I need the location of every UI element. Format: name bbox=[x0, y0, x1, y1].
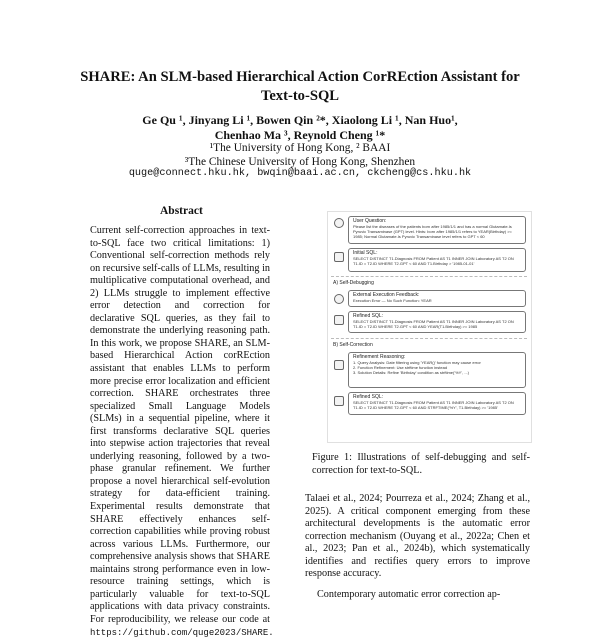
paragraph: Contemporary automatic error correction ap- bbox=[317, 588, 501, 600]
figure-1 bbox=[327, 211, 532, 443]
refined-sql-label-a: Refined SQL: bbox=[353, 313, 384, 319]
initial-sql-box bbox=[348, 248, 526, 272]
authors-line-1: Ge Qu ¹, Jinyang Li ¹, Bowen Qin ²*, Xiaolong Li ¹, Nan Huo¹, bbox=[142, 113, 458, 127]
author-emails: quge@connect.hku.hk, bwqin@baai.ac.cn, ckcheng@cs.hku.hk bbox=[128, 168, 472, 179]
title-line-2: Text-to-SQL bbox=[260, 88, 340, 104]
initial-sql-text: SELECT DISTINCT T1.Diagnosis FROM Patient AS T1 INNER JOIN Laboratory AS T2 ON T1.ID = T2.ID WHERE T2.GPT < 60 AND T1.Birthday > '1985-01-01' bbox=[353, 256, 514, 266]
author-list bbox=[0, 113, 600, 143]
figure-divider bbox=[331, 276, 527, 277]
refinement-reasoning-box bbox=[348, 352, 526, 388]
initial-sql-label: Initial SQL: bbox=[353, 250, 378, 256]
robot-icon bbox=[334, 315, 344, 325]
affiliation-2: ³The Chinese University of Hong Kong, Shenzhen bbox=[184, 156, 416, 168]
refined-sql-text-a: SELECT DISTINCT T1.Diagnosis FROM Patient AS T1 INNER JOIN Laboratory AS T2 ON T1.ID = T2.ID WHERE T2.GPT < 60 AND YEAR(T1.Birthday) >= 1985 bbox=[353, 319, 514, 329]
abstract-body bbox=[90, 225, 274, 639]
authors-line-2: Chenhao Ma ³, Reynold Cheng ¹* bbox=[214, 128, 386, 142]
section-b-label: B) Self-Correction bbox=[333, 342, 373, 348]
right-column-text bbox=[305, 493, 530, 601]
refinement-item: 2. Function Refinement: Use strftime function instead bbox=[353, 365, 448, 370]
user-question-label: User Question: bbox=[353, 218, 387, 224]
robot-icon bbox=[334, 360, 344, 370]
code-link[interactable]: https://github.com/quge2023/SHARE. bbox=[90, 627, 274, 638]
terminal-icon bbox=[334, 294, 344, 304]
refined-sql-box-a bbox=[348, 311, 526, 333]
paragraph: Talaei et al., 2024; Pourreza et al., 2024; Zhang et al., 2025). A critical component emerging from these architectural developments is the automatic error correction mechanism (Ouyang et al., 2022a; Chen et al., 2023; Pan et al., 2024b), which systematically identifies and rectifies query errors to improve response accuracy. bbox=[305, 493, 530, 580]
refined-sql-label-b: Refined SQL: bbox=[353, 394, 384, 400]
abstract-heading: Abstract bbox=[160, 205, 203, 217]
title-line-1: SHARE: An SLM-based Hierarchical Action CorREction Assistant for bbox=[80, 69, 520, 85]
user-icon bbox=[334, 218, 344, 228]
figure-caption: Figure 1: Illustrations of self-debugging and self-correction for text-to-SQL. bbox=[312, 452, 530, 476]
refined-sql-box-b bbox=[348, 392, 526, 415]
user-question-text: Please list the diseases of the patients born after 1985/1/1 and has a normal Glutamate.Is Pyruvic Transaminase (GPT) level. Hints: born after 1985/1/1 refers to YEAR(Birthday) >= 1985; Normal Glutamate.Is Pyruvic Transaminase level refers to GPT < 60 bbox=[353, 224, 512, 239]
user-question-box bbox=[348, 216, 526, 244]
refinement-reasoning-label: Refinement Reasoning: bbox=[353, 354, 406, 360]
section-a-label: A) Self-Debugging bbox=[333, 280, 374, 286]
paper-title bbox=[0, 68, 600, 106]
refinement-item: 3. Solution Details: Refine 'Birthday' condition as strftime('%Y', ...) bbox=[353, 370, 469, 375]
abstract-text: Current self-correction approaches in text-to-SQL face two critical limitations: 1) Conventional self-correction methods rely on recursive self-calls of LLMs, resulting in multiplicative computational overhead, and 2) LLMs struggle to implement effective error detection and correction for declarative SQL queries, as they fail to demonstrate the underlying reasoning path. In this work, we propose SHARE, an SLM-based Hierarchical Action corREction assistant that enables LLMs to perform more precise error localization and efficient correction. SHARE orchestrates three specialized Small Language Models (SLMs) in a sequential pipeline, where it first transforms declarative SQL queries into stepwise action trajectories that reveal underlying reasoning, followed by a two-phase granular refinement. We further propose a novel hierarchical self-evolution strategy for data-efficient training. Experimental results demonstrate that SHARE effectively enhances self-correction capabilities while proving robust across various LLMs. Furthermore, our comprehensive analysis shows that SHARE maintains strong performance even in low-resource training settings, which is particularly valuable for text-to-SQL applications with data privacy constraints. For reproducibility, we release our code at bbox=[90, 225, 270, 625]
figure-divider bbox=[331, 338, 527, 339]
execution-feedback-box bbox=[348, 290, 526, 307]
robot-icon bbox=[334, 252, 344, 262]
refinement-item: 1. Query Analysis: Date filtering using 'YEAR()' function may cause error bbox=[353, 360, 481, 365]
refined-sql-text-b: SELECT DISTINCT T1.Diagnosis FROM Patient AS T1 INNER JOIN Laboratory AS T2 ON T1.ID = T2.ID WHERE T2.GPT < 60 AND STRFTIME('%Y', T1.Birthday) >= '1985' bbox=[353, 400, 514, 410]
affiliations bbox=[0, 141, 600, 169]
robot-icon bbox=[334, 396, 344, 406]
execution-feedback-text: Execution Error — No Such Function: YEAR bbox=[353, 298, 432, 303]
execution-feedback-label: External Execution Feedback: bbox=[353, 292, 420, 298]
affiliation-1: ¹The University of Hong Kong, ² BAAI bbox=[209, 142, 391, 154]
